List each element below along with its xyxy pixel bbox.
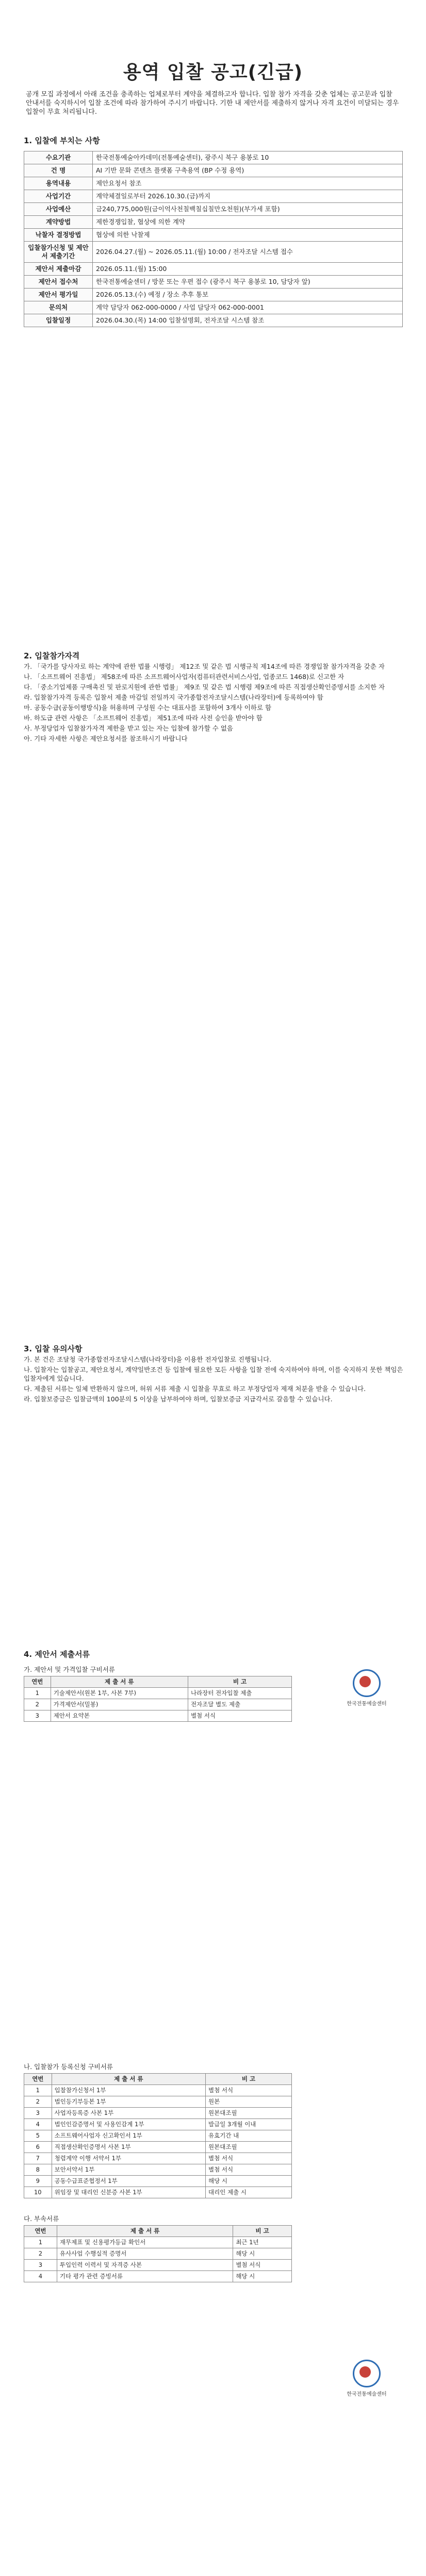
bid-info-key: 사업예산 bbox=[24, 203, 93, 216]
table-row bbox=[24, 2271, 292, 2282]
table-row bbox=[24, 2187, 292, 2198]
table-cell: 8 bbox=[24, 2164, 52, 2176]
bid-info-key: 문의처 bbox=[24, 301, 93, 314]
section-heading: 3. 입찰 유의사항 bbox=[24, 1344, 83, 1353]
bid-info-value: 계약 담당자 062-000-0000 / 사업 담당자 062-000-0001 bbox=[93, 301, 403, 314]
bid-info-row bbox=[24, 289, 403, 301]
bid-info-row bbox=[24, 203, 403, 216]
table-row bbox=[24, 2142, 292, 2153]
bid-info-value: 2026.05.13.(수) 예정 / 장소 추후 통보 bbox=[93, 289, 403, 301]
table-cell: 전자조달 별도 제출 bbox=[188, 1699, 291, 1710]
table-header-cell: 연번 bbox=[24, 2226, 57, 2237]
table-cell: 입찰참가신청서 1부 bbox=[52, 2085, 205, 2096]
bid-info-table bbox=[24, 151, 403, 327]
section-documents bbox=[24, 1649, 405, 2397]
bid-info-key: 제안서 평가일 bbox=[24, 289, 93, 301]
bid-info-key: 계약방법 bbox=[24, 216, 93, 229]
table-cell: 원본대조필 bbox=[206, 2108, 292, 2119]
bid-info-value: 제안요청서 참조 bbox=[93, 177, 403, 190]
list-item: 나. 「소프트웨어 진흥법」 제58조에 따른 소프트웨어사업자(컴퓨터관련서비스사업, 업종코드 1468)로 신고한 자 bbox=[24, 673, 345, 681]
page-title: 용역 입찰 공고(긴급) bbox=[123, 62, 303, 83]
table-row bbox=[24, 2248, 292, 2260]
bid-info-row bbox=[24, 276, 403, 289]
bid-info-key: 입찰참가신청 및 제안서 제출기간 bbox=[24, 242, 93, 263]
table-cell: 대리인 제출 시 bbox=[206, 2187, 292, 2198]
seal-label: 한국전통예술센터 bbox=[347, 1701, 387, 1707]
list-item: 바. 하도급 관련 사항은 「소프트웨어 진흥법」 제51조에 따라 사전 승인을 받아야 함 bbox=[24, 714, 263, 722]
bid-info-value: 2026.04.27.(월) ~ 2026.05.11.(월) 10:00 / 전자조달 시스템 접수 bbox=[93, 242, 403, 263]
table-cell: 별첨 서식 bbox=[188, 1710, 291, 1722]
list-item: 아. 기타 자세한 사항은 제안요청서를 참조하시기 바랍니다 bbox=[24, 735, 188, 742]
table-cell: 5 bbox=[24, 2130, 52, 2142]
table-row bbox=[24, 2237, 292, 2248]
table-cell: 1 bbox=[24, 2237, 57, 2248]
bid-info-value: 금240,775,000원(금이억사천칠백칠십칠만오천원)(부가세 포함) bbox=[93, 203, 403, 216]
table-header-cell: 연번 bbox=[24, 2074, 52, 2085]
table-header-cell: 연번 bbox=[24, 1676, 51, 1688]
intro-paragraph: 공개 모집 과정에서 아래 조건을 충족하는 업체로부터 계약을 체결하고자 합니다. 입찰 참가 자격을 갖춘 업체는 공고문과 입찰 안내서를 숙지하시어 입찰 조건에 따라 참가하여 주시기 바랍니다. 기한 내 제안서를 제출하지 않거나 자격 요건이 미달되는 경우 입찰이 무효 처리됩니다. bbox=[26, 91, 399, 116]
bid-info-value: 계약체결일로부터 2026.10.30.(금)까지 bbox=[93, 190, 403, 203]
table-cell: 원본대조필 bbox=[206, 2142, 292, 2153]
table-cell: 원본 bbox=[206, 2096, 292, 2108]
bid-info-key: 입찰일정 bbox=[24, 314, 93, 327]
table-cell: 별첨 서식 bbox=[206, 2153, 292, 2164]
table-cell: 해당 시 bbox=[206, 2176, 292, 2187]
table-cell: 기타 평가 관련 증빙서류 bbox=[57, 2271, 233, 2282]
org-seal-2 bbox=[343, 2360, 390, 2406]
list-item: 가. 「국가를 당사자로 하는 계약에 관한 법률 시행령」 제12조 및 같은 법 시행규칙 제14조에 따른 경쟁입찰 참가자격을 갖춘 자 bbox=[24, 663, 385, 670]
attachment-docs-table bbox=[24, 2225, 292, 2282]
bid-info-value: 2026.04.30.(목) 14:00 입찰설명회, 전자조달 시스템 참조 bbox=[93, 314, 403, 327]
subheading: 다. 부속서류 bbox=[24, 2215, 59, 2223]
table-cell: 최근 1년 bbox=[233, 2237, 292, 2248]
proposal-docs-table bbox=[24, 1676, 292, 1722]
section-heading: 1. 입찰에 부치는 사항 bbox=[24, 136, 100, 145]
bid-info-value: 한국전통예술아카데미(전통예술센터), 광주시 북구 용봉로 10 bbox=[93, 151, 403, 164]
table-cell: 유효기간 내 bbox=[206, 2130, 292, 2142]
table-row bbox=[24, 1688, 292, 1699]
table-cell: 투입인력 이력서 및 자격증 사본 bbox=[57, 2260, 233, 2271]
bid-info-row bbox=[24, 216, 403, 229]
table-cell: 법인인감증명서 및 사용인감계 1부 bbox=[52, 2119, 205, 2130]
table-cell: 보안서약서 1부 bbox=[52, 2164, 205, 2176]
org-seal bbox=[343, 1669, 390, 1716]
table-cell: 법인등기부등본 1부 bbox=[52, 2096, 205, 2108]
registration-docs-table bbox=[24, 2073, 292, 2198]
table-header-cell: 비 고 bbox=[233, 2226, 292, 2237]
table-cell: 별첨 서식 bbox=[233, 2260, 292, 2271]
bid-info-value: AI 기반 문화 콘텐츠 플랫폼 구축용역 (BP 수정 용역) bbox=[93, 164, 403, 177]
table-row bbox=[24, 2164, 292, 2176]
bid-info-row bbox=[24, 263, 403, 276]
table-cell: 가격제안서(밀봉) bbox=[51, 1699, 188, 1710]
bid-info-key: 용역내용 bbox=[24, 177, 93, 190]
org-seal-icon bbox=[353, 2360, 381, 2387]
list-item: 다. 제출된 서류는 일체 반환하지 않으며, 허위 서류 제출 시 입찰을 무효로 하고 부정당업자 제재 처분을 받을 수 있습니다. bbox=[24, 1385, 366, 1393]
section-notes bbox=[24, 1345, 405, 1405]
table-cell: 6 bbox=[24, 2142, 52, 2153]
bid-info-value: 협상에 의한 낙찰제 bbox=[93, 229, 403, 242]
section-heading: 2. 입찰참가자격 bbox=[24, 651, 80, 660]
table-cell: 직접생산확인증명서 사본 1부 bbox=[52, 2142, 205, 2153]
bid-info-key: 사업기간 bbox=[24, 190, 93, 203]
table-cell: 3 bbox=[24, 2260, 57, 2271]
bid-info-value: 2026.05.11.(월) 15:00 bbox=[93, 263, 403, 276]
section-eligibility bbox=[24, 652, 405, 744]
table-cell: 별첨 서식 bbox=[206, 2085, 292, 2096]
table-row bbox=[24, 1710, 292, 1722]
table-cell: 제안서 요약본 bbox=[51, 1710, 188, 1722]
bid-info-key: 제안서 제출마감 bbox=[24, 263, 93, 276]
table-cell: 별첨 서식 bbox=[206, 2164, 292, 2176]
table-cell: 7 bbox=[24, 2153, 52, 2164]
table-cell: 기술제안서(원본 1부, 사본 7부) bbox=[51, 1688, 188, 1699]
section-bid-items bbox=[24, 135, 405, 327]
subheading: 나. 입찰참가 등록신청 구비서류 bbox=[24, 2063, 113, 2071]
table-row bbox=[24, 2085, 292, 2096]
table-cell: 공동수급표준협정서 1부 bbox=[52, 2176, 205, 2187]
bid-info-row bbox=[24, 242, 403, 263]
table-cell: 9 bbox=[24, 2176, 52, 2187]
bid-info-value: 제한경쟁입찰, 협상에 의한 계약 bbox=[93, 216, 403, 229]
table-row bbox=[24, 2176, 292, 2187]
bid-info-key: 수요기관 bbox=[24, 151, 93, 164]
table-row bbox=[24, 2153, 292, 2164]
table-cell: 2 bbox=[24, 1699, 51, 1710]
table-row bbox=[24, 2096, 292, 2108]
bid-info-row bbox=[24, 301, 403, 314]
list-item: 라. 입찰참가자격 등록은 입찰서 제출 마감일 전일까지 국가종합전자조달시스템(나라장터)에 등록하여야 함 bbox=[24, 693, 323, 701]
table-row bbox=[24, 2260, 292, 2271]
table-cell: 나라장터 전자입찰 제출 bbox=[188, 1688, 291, 1699]
table-cell: 해당 시 bbox=[233, 2248, 292, 2260]
table-cell: 2 bbox=[24, 2248, 57, 2260]
list-item: 라. 입찰보증금은 입찰금액의 100분의 5 이상을 납부하여야 하며, 입찰보증금 지급각서로 갈음할 수 있습니다. bbox=[24, 1395, 333, 1403]
seal-label: 한국전통예술센터 bbox=[347, 2392, 387, 2397]
table-cell: 위임장 및 대리인 신분증 사본 1부 bbox=[52, 2187, 205, 2198]
section-heading: 4. 제안서 제출서류 bbox=[24, 1650, 90, 1659]
table-row bbox=[24, 2108, 292, 2119]
bid-info-key: 건 명 bbox=[24, 164, 93, 177]
table-header-cell: 비 고 bbox=[206, 2074, 292, 2085]
table-cell: 유사사업 수행실적 증명서 bbox=[57, 2248, 233, 2260]
bid-info-value: 한국전통예술센터 / 방문 또는 우편 접수 (광주시 북구 용봉로 10, 담당자 앞) bbox=[93, 276, 403, 289]
table-cell: 1 bbox=[24, 1688, 51, 1699]
table-cell: 소프트웨어사업자 신고확인서 1부 bbox=[52, 2130, 205, 2142]
list-item: 다. 「중소기업제품 구매촉진 및 판로지원에 관한 법률」 제9조 및 같은 법 시행령 제9조에 따른 직접생산확인증명서를 소지한 자 bbox=[24, 683, 385, 691]
table-cell: 4 bbox=[24, 2271, 57, 2282]
bid-info-row bbox=[24, 229, 403, 242]
bid-info-row bbox=[24, 151, 403, 164]
table-cell: 4 bbox=[24, 2119, 52, 2130]
table-header-cell: 비 고 bbox=[188, 1676, 291, 1688]
list-item: 나. 입찰자는 입찰공고, 제안요청서, 계약일반조건 등 입찰에 필요한 모든 사항을 입찰 전에 숙지하여야 하며, 이를 숙지하지 못한 책임은 입찰자에게 있습니다. bbox=[24, 1366, 403, 1382]
table-cell: 발급일 3개월 이내 bbox=[206, 2119, 292, 2130]
table-header-cell: 제 출 서 류 bbox=[57, 2226, 233, 2237]
org-seal-icon bbox=[353, 1669, 381, 1697]
table-cell: 10 bbox=[24, 2187, 52, 2198]
bid-info-row bbox=[24, 314, 403, 327]
bid-info-key: 제안서 접수처 bbox=[24, 276, 93, 289]
table-row bbox=[24, 2130, 292, 2142]
table-header-cell: 제 출 서 류 bbox=[52, 2074, 205, 2085]
table-cell: 3 bbox=[24, 2108, 52, 2119]
list-item: 마. 공동수급(공동이행방식)을 허용하며 구성원 수는 대표사를 포함하여 3개사 이하로 함 bbox=[24, 704, 272, 711]
list-item: 가. 본 건은 조달청 국가종합전자조달시스템(나라장터)을 이용한 전자입찰로 진행됩니다. bbox=[24, 1355, 272, 1363]
table-cell: 사업자등록증 사본 1부 bbox=[52, 2108, 205, 2119]
table-cell: 해당 시 bbox=[233, 2271, 292, 2282]
table-cell: 청렴계약 이행 서약서 1부 bbox=[52, 2153, 205, 2164]
table-header-cell: 제 출 서 류 bbox=[51, 1676, 188, 1688]
subheading: 가. 제안서 및 가격입찰 구비서류 bbox=[24, 1666, 115, 1673]
list-item: 사. 부정당업자 입찰참가자격 제한을 받고 있는 자는 입찰에 참가할 수 없음 bbox=[24, 724, 233, 732]
bid-info-row bbox=[24, 164, 403, 177]
bid-info-row bbox=[24, 177, 403, 190]
bid-info-key: 낙찰자 결정방법 bbox=[24, 229, 93, 242]
table-cell: 재무제표 및 신용평가등급 확인서 bbox=[57, 2237, 233, 2248]
table-row bbox=[24, 2119, 292, 2130]
bid-info-row bbox=[24, 190, 403, 203]
table-cell: 2 bbox=[24, 2096, 52, 2108]
table-cell: 1 bbox=[24, 2085, 52, 2096]
table-row bbox=[24, 1699, 292, 1710]
table-cell: 3 bbox=[24, 1710, 51, 1722]
